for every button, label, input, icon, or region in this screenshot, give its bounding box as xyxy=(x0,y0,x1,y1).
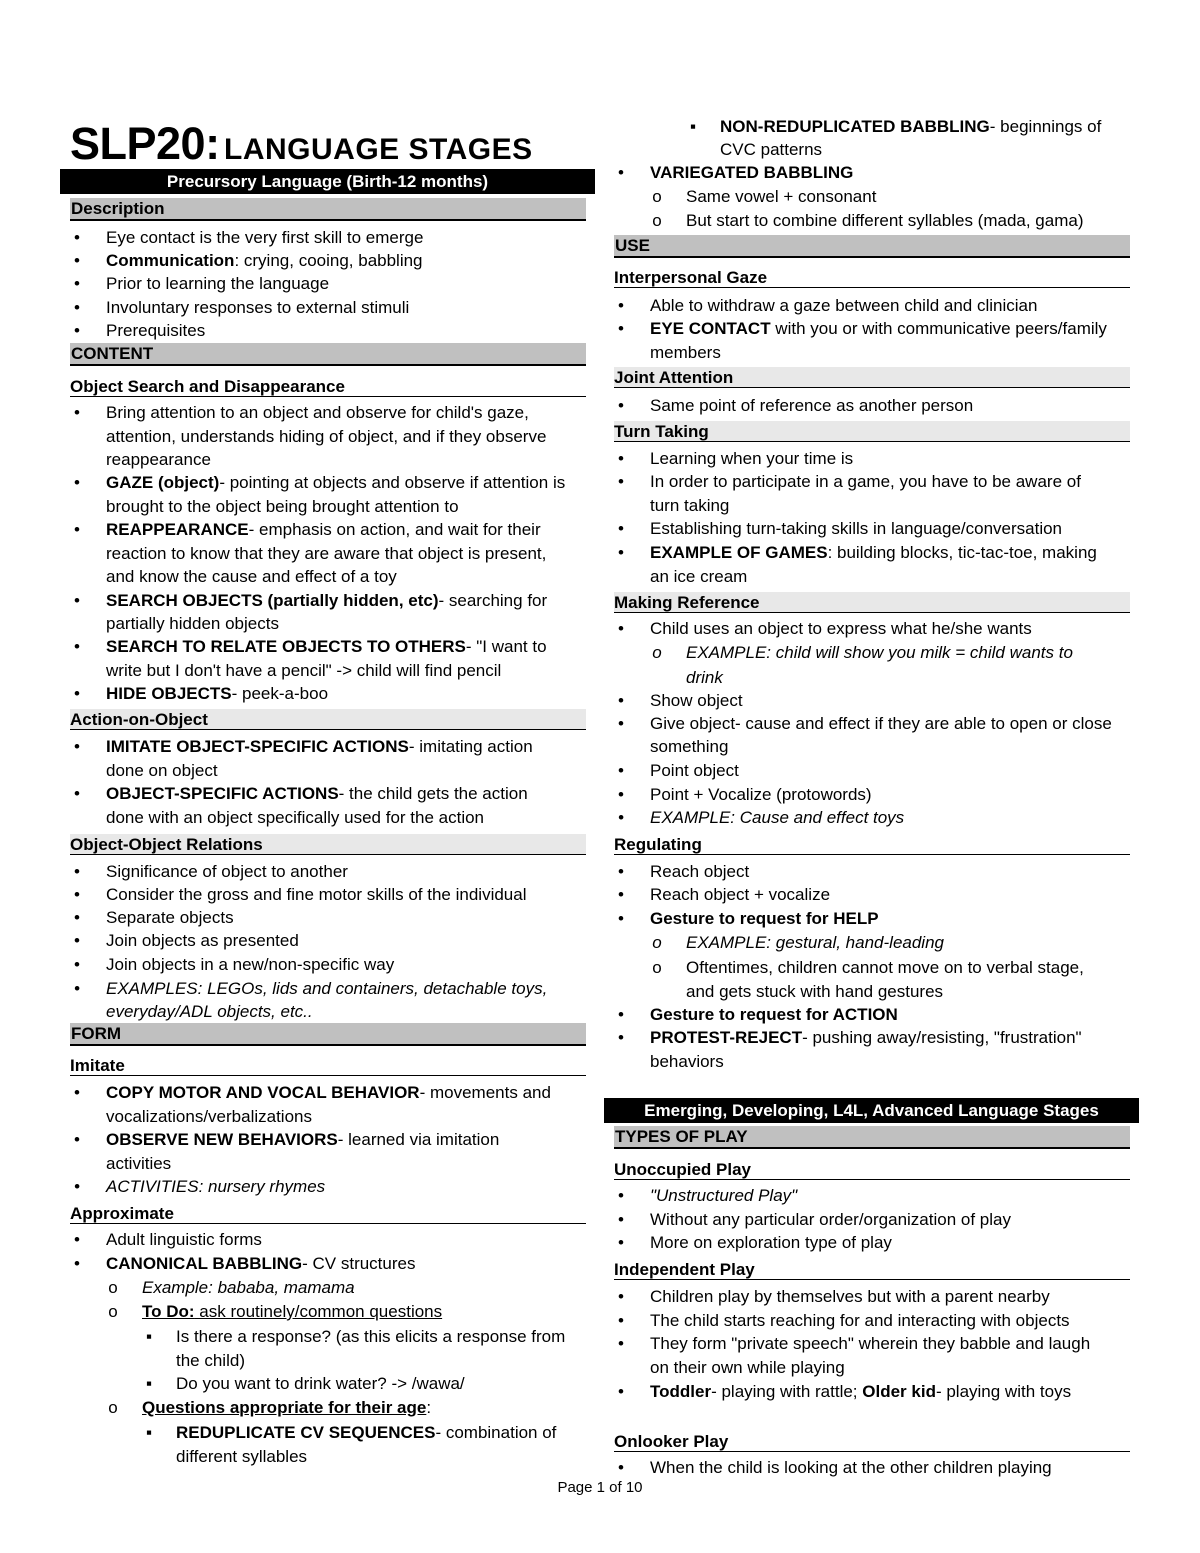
list-item: • Able to withdraw a gaze between child and clinician xyxy=(618,296,1038,315)
list-item: o Example: bababa, mamama xyxy=(108,1278,355,1297)
section-use: USE xyxy=(614,235,1130,258)
list-item-cont: partially hidden objects xyxy=(106,614,279,633)
list-item: • ACTIVITIES: nursery rhymes xyxy=(74,1177,326,1196)
list-item-cont: activities xyxy=(106,1154,172,1173)
subheading-object-search: Object Search and Disappearance xyxy=(70,376,586,397)
list-item: • VARIEGATED BABBLING xyxy=(618,163,854,182)
list-item-cont: on their own while playing xyxy=(650,1358,845,1377)
list-item: o Questions appropriate for their age: xyxy=(108,1398,432,1417)
list-item-cont: and gets stuck with hand gestures xyxy=(686,982,944,1001)
list-item-cont: vocalizations/verbalizations xyxy=(106,1107,312,1126)
subheading-action-on-object: Action-on-Object xyxy=(70,709,586,730)
list-item: o To Do: ask routinely/common questions xyxy=(108,1302,443,1321)
subheading-turn-taking: Turn Taking xyxy=(614,421,1130,442)
list-item: • Point + Vocalize (protowords) xyxy=(618,785,872,804)
list-item: ▪ Is there a response? (as this elicits a response from xyxy=(145,1327,566,1346)
list-item: o Oftentimes, children cannot move on to verbal stage, xyxy=(652,958,1084,977)
list-item: • Gesture to request for ACTION xyxy=(618,1005,898,1024)
list-item: • Same point of reference as another person xyxy=(618,396,974,415)
list-item: • Communication: crying, cooing, babbling xyxy=(74,251,423,270)
list-item: • EXAMPLE: Cause and effect toys xyxy=(618,808,905,827)
list-item: • Separate objects xyxy=(74,908,234,927)
page-number: Page 1 of 10 xyxy=(557,1479,643,1496)
list-item: o But start to combine different syllables (mada, gama) xyxy=(652,211,1084,230)
list-item: • EXAMPLES: LEGOs, lids and containers, detachable toys, xyxy=(74,979,548,998)
list-item-cont: reappearance xyxy=(106,450,211,469)
list-item-cont: brought to the object being brought attention to xyxy=(106,497,459,516)
list-item: • Child uses an object to express what he/she wants xyxy=(618,619,1032,638)
subheading-imitate: Imitate xyxy=(70,1055,586,1076)
list-item: ▪ Do you want to drink water? -> /wawa/ xyxy=(145,1374,465,1393)
list-item: • In order to participate in a game, you have to be aware of xyxy=(618,472,1081,491)
section-types-of-play: TYPES OF PLAY xyxy=(614,1126,1130,1149)
list-item: o Same vowel + consonant xyxy=(652,187,877,206)
list-item: • Without any particular order/organization of play xyxy=(618,1210,1011,1229)
list-item: • HIDE OBJECTS- peek-a-boo xyxy=(74,684,329,703)
list-item: • Children play by themselves but with a parent nearby xyxy=(618,1287,1050,1306)
list-item: • OBSERVE NEW BEHAVIORS- learned via imitation xyxy=(74,1130,500,1149)
page-title: SLP20: LANGUAGE STAGES xyxy=(70,118,533,169)
section-description: Description xyxy=(70,198,586,221)
subheading-interpersonal-gaze: Interpersonal Gaze xyxy=(614,267,1130,288)
list-item: • Join objects in a new/non-specific way xyxy=(74,955,395,974)
list-item: • More on exploration type of play xyxy=(618,1233,892,1252)
list-item: ▪ REDUPLICATE CV SEQUENCES- combination of xyxy=(145,1423,557,1442)
section-content: CONTENT xyxy=(70,343,586,366)
list-item: ▪ NON-REDUPLICATED BABBLING- beginnings of xyxy=(689,117,1102,136)
banner-emerging: Emerging, Developing, L4L, Advanced Language Stages xyxy=(604,1098,1139,1123)
list-item: • PROTEST-REJECT- pushing away/resisting, "frustration" xyxy=(618,1028,1082,1047)
list-item: • Reach object xyxy=(618,862,750,881)
banner-precursory: Precursory Language (Birth-12 months) xyxy=(60,169,595,194)
list-item: • GAZE (object)- pointing at objects and observe if attention is xyxy=(74,473,566,492)
subheading-unoccupied-play: Unoccupied Play xyxy=(614,1159,1130,1180)
list-item: • Toddler- playing with rattle; Older kid- playing with toys xyxy=(618,1382,1072,1401)
list-item-cont: done with an object specifically used for the action xyxy=(106,808,485,827)
list-item-cont: the child) xyxy=(176,1351,245,1370)
list-item-cont: reaction to know that they are aware that object is present, xyxy=(106,544,547,563)
list-item: • SEARCH TO RELATE OBJECTS TO OTHERS- "I want to xyxy=(74,637,547,656)
list-item: • When the child is looking at the other children playing xyxy=(618,1458,1052,1477)
list-item-cont: turn taking xyxy=(650,496,730,515)
subheading-object-object: Object-Object Relations xyxy=(70,834,586,855)
list-item: • OBJECT-SPECIFIC ACTIONS- the child gets the action xyxy=(74,784,528,803)
list-item: • COPY MOTOR AND VOCAL BEHAVIOR- movements and xyxy=(74,1083,551,1102)
list-item-cont: behaviors xyxy=(650,1052,724,1071)
list-item: • Adult linguistic forms xyxy=(74,1230,262,1249)
list-item: • Join objects as presented xyxy=(74,931,299,950)
list-item: • Learning when your time is xyxy=(618,449,854,468)
list-item: • CANONICAL BABBLING- CV structures xyxy=(74,1254,416,1273)
list-item: • EYE CONTACT with you or with communicative peers/family xyxy=(618,319,1107,338)
list-item-cont: everyday/ADL objects, etc.. xyxy=(106,1002,313,1021)
subheading-onlooker-play: Onlooker Play xyxy=(614,1431,1130,1452)
subheading-independent-play: Independent Play xyxy=(614,1259,1130,1280)
list-item: • Establishing turn-taking skills in language/conversation xyxy=(618,519,1063,538)
list-item: • Reach object + vocalize xyxy=(618,885,831,904)
list-item: • SEARCH OBJECTS (partially hidden, etc)- searching for xyxy=(74,591,548,610)
subheading-approximate: Approximate xyxy=(70,1203,586,1224)
list-item: • Prerequisites xyxy=(74,321,206,340)
list-item: • "Unstructured Play" xyxy=(618,1186,798,1205)
list-item: • Bring attention to an object and observe for child's gaze, xyxy=(74,403,529,422)
subheading-making-reference: Making Reference xyxy=(614,592,1130,613)
list-item-cont: drink xyxy=(686,668,723,687)
list-item-cont: something xyxy=(650,737,729,756)
section-form: FORM xyxy=(70,1023,586,1046)
list-item-cont: an ice cream xyxy=(650,567,748,586)
list-item: o EXAMPLE: gestural, hand-leading xyxy=(652,933,944,952)
list-item: • They form "private speech" wherein they babble and laugh xyxy=(618,1334,1091,1353)
subheading-joint-attention: Joint Attention xyxy=(614,367,1130,388)
list-item: • IMITATE OBJECT-SPECIFIC ACTIONS- imitating action xyxy=(74,737,533,756)
list-item: • Show object xyxy=(618,691,743,710)
subheading-regulating: Regulating xyxy=(614,834,1130,855)
list-item: • The child starts reaching for and interacting with objects xyxy=(618,1311,1070,1330)
list-item: • Involuntary responses to external stimuli xyxy=(74,298,410,317)
list-item-cont: members xyxy=(650,343,721,362)
list-item: • Point object xyxy=(618,761,739,780)
list-item-cont: different syllables xyxy=(176,1447,308,1466)
list-item-cont: attention, understands hiding of object, and if they observe xyxy=(106,427,547,446)
list-item-cont: write but I don't have a pencil" -> child will find pencil xyxy=(106,661,502,680)
list-item: o EXAMPLE: child will show you milk = child wants to xyxy=(652,643,1073,662)
list-item-cont: and know the cause and effect of a toy xyxy=(106,567,397,586)
list-item: • Consider the gross and fine motor skills of the individual xyxy=(74,885,527,904)
list-item: • REAPPEARANCE- emphasis on action, and wait for their xyxy=(74,520,541,539)
list-item: • EXAMPLE OF GAMES: building blocks, tic-tac-toe, making xyxy=(618,543,1097,562)
list-item: • Significance of object to another xyxy=(74,862,348,881)
list-item: • Eye contact is the very first skill to emerge xyxy=(74,228,424,247)
list-item-cont: done on object xyxy=(106,761,218,780)
list-item: • Gesture to request for HELP xyxy=(618,909,879,928)
list-item-cont: CVC patterns xyxy=(720,140,823,159)
list-item: • Prior to learning the language xyxy=(74,274,330,293)
list-item: • Give object- cause and effect if they are able to open or close xyxy=(618,714,1112,733)
